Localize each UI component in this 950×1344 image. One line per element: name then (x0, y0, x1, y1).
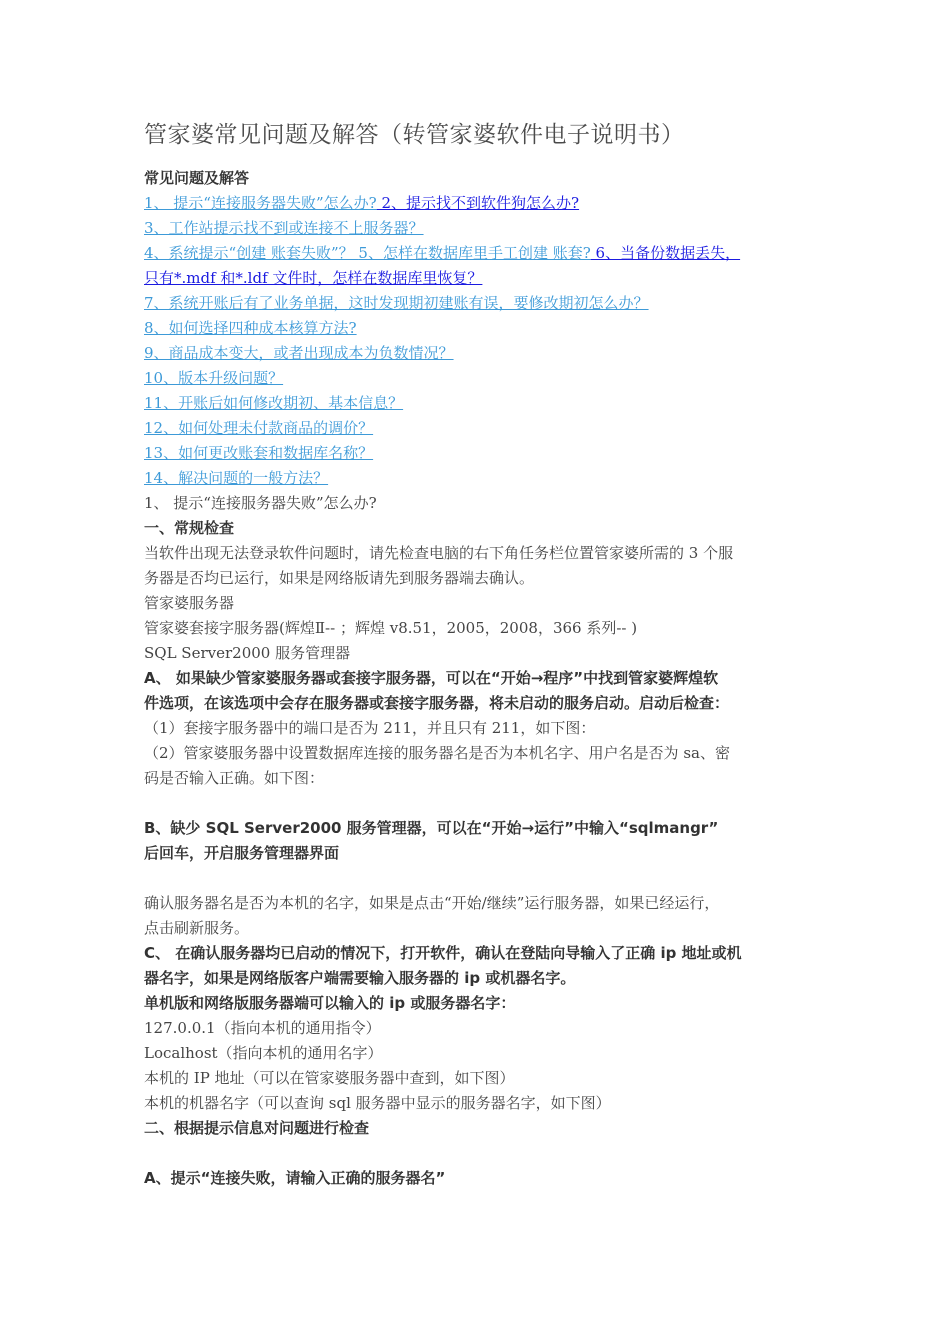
toc-link-12[interactable]: 12、如何处理未付款商品的调价？ (144, 419, 374, 437)
toc-link-3[interactable]: 3、工作站提示找不到或连接不上服务器？ (144, 219, 424, 237)
option-2: Localhost（指向本机的通用名字） (144, 1044, 383, 1062)
step-a-line2: 件选项，在该选项中会存在服务器或套接字服务器，将未启动的服务启动。启动后检查： (144, 694, 730, 712)
toc-link-9[interactable]: 9、商品成本变大，或者出现成本为负数情况？ (144, 344, 454, 362)
toc-link-4[interactable]: 4、系统提示“创建 账套失败”？ (144, 244, 359, 262)
toc-link-10[interactable]: 10、版本升级问题？ (144, 369, 284, 387)
toc-line-7 (144, 291, 824, 316)
toc-link-7[interactable]: 7、系统开账后有了业务单据，这时发现期初建账有误，要修改期初怎么办？ (144, 294, 649, 312)
q1-heading: 1、 提示“连接服务器失败”怎么办? (144, 494, 377, 512)
part2-heading: 二、根据提示信息对问题进行检查 (144, 1119, 370, 1137)
confirm-line1: 确认服务器名是否为本机的名字，如果是点击“开始/继续”运行服务器，如果已经运行， (144, 894, 720, 912)
confirm-line2: 点击刷新服务。 (144, 919, 250, 937)
document-page (144, 118, 824, 1191)
step-c-line2: 器名字，如果是网络版客户端需要输入服务器的 ip 或机器名字。 (144, 969, 576, 987)
toc-line-14 (144, 466, 824, 491)
step-b-line2: 后回车，开启服务管理器界面 (144, 844, 340, 862)
spacer (144, 1141, 824, 1166)
check-2-line2: 码是否输入正确。如下图： (144, 769, 325, 787)
para1-line1: 当软件出现无法登录软件问题时，请先检查电脑的右下角任务栏位置管家婆所需的 3 个服 (144, 544, 734, 562)
section-heading: 常见问题及解答 (144, 169, 250, 187)
step-b-line1: B、缺少 SQL Server2000 服务管理器，可以在“开始→运行”中输入“sqlmangr” (144, 819, 719, 837)
toc-link-6[interactable]: 6、当备份数据丢失， (590, 244, 741, 262)
toc-link-6-cont[interactable]: 只有*.mdf 和*.ldf 文件时，怎样在数据库里恢复？ (144, 269, 483, 287)
toc-line-4 (144, 241, 824, 266)
document-title: 管家婆常见问题及解答（转管家婆软件电子说明书） (144, 122, 685, 148)
server-item-2: 管家婆套接字服务器(辉煌Ⅱ-- ；辉煌 v8.51，2005，2008，366 系列-- ) (144, 619, 638, 637)
toc-line-3 (144, 216, 824, 241)
toc-link-8[interactable]: 8、如何选择四种成本核算方法? (144, 319, 357, 337)
server-item-1: 管家婆服务器 (144, 594, 235, 612)
check-1: （1）套接字服务器中的端口是否为 211，并且只有 211，如下图： (144, 719, 596, 737)
check-2-line1: （2）管家婆服务器中设置数据库连接的服务器名是否为本机名字、用户名是否为 sa、密 (144, 744, 730, 762)
server-item-3: SQL Server2000 服务管理器 (144, 644, 351, 662)
spacer (144, 791, 824, 816)
option-3: 本机的 IP 地址（可以在管家婆服务器中查到，如下图） (144, 1069, 515, 1087)
toc-line-11 (144, 391, 824, 416)
step-a-line1: A、 如果缺少管家婆服务器或套接字服务器，可以在“开始→程序”中找到管家婆辉煌软 (144, 669, 719, 687)
a2-heading: A、提示“连接失败，请输入正确的服务器名” (144, 1169, 446, 1187)
toc-link-1[interactable]: 1、 提示“连接服务器失败”怎么办? (144, 194, 377, 212)
step-c-line1: C、 在确认服务器均已启动的情况下，打开软件，确认在登陆向导输入了正确 ip 地址或机 (144, 944, 742, 962)
option-4: 本机的机器名字（可以查询 sql 服务器中显示的服务器名字，如下图） (144, 1094, 611, 1112)
toc-link-5[interactable]: 5、怎样在数据库里手工创建 账套? (358, 244, 591, 262)
toc-line-6b (144, 266, 824, 291)
toc-link-13[interactable]: 13、如何更改账套和数据库名称？ (144, 444, 374, 462)
option-1: 127.0.0.1（指向本机的通用指令） (144, 1019, 381, 1037)
toc-line-8 (144, 316, 824, 341)
toc-line-10 (144, 366, 824, 391)
part1-heading: 一、常规检查 (144, 519, 235, 537)
toc-link-14[interactable]: 14、解决问题的一般方法？ (144, 469, 329, 487)
step-c-line3: 单机版和网络版服务器端可以输入的 ip 或服务器名字： (144, 994, 516, 1012)
toc-line-13 (144, 441, 824, 466)
spacer (144, 866, 824, 891)
toc-link-11[interactable]: 11、开账后如何修改期初、基本信息？ (144, 394, 404, 412)
para1-line2: 务器是否均已运行，如果是网络版请先到服务器端去确认。 (144, 569, 535, 587)
toc-line-9 (144, 341, 824, 366)
toc-line-12 (144, 416, 824, 441)
toc-link-2[interactable]: 2、提示找不到软件狗怎么办? (376, 194, 580, 212)
toc-line-1 (144, 191, 824, 216)
